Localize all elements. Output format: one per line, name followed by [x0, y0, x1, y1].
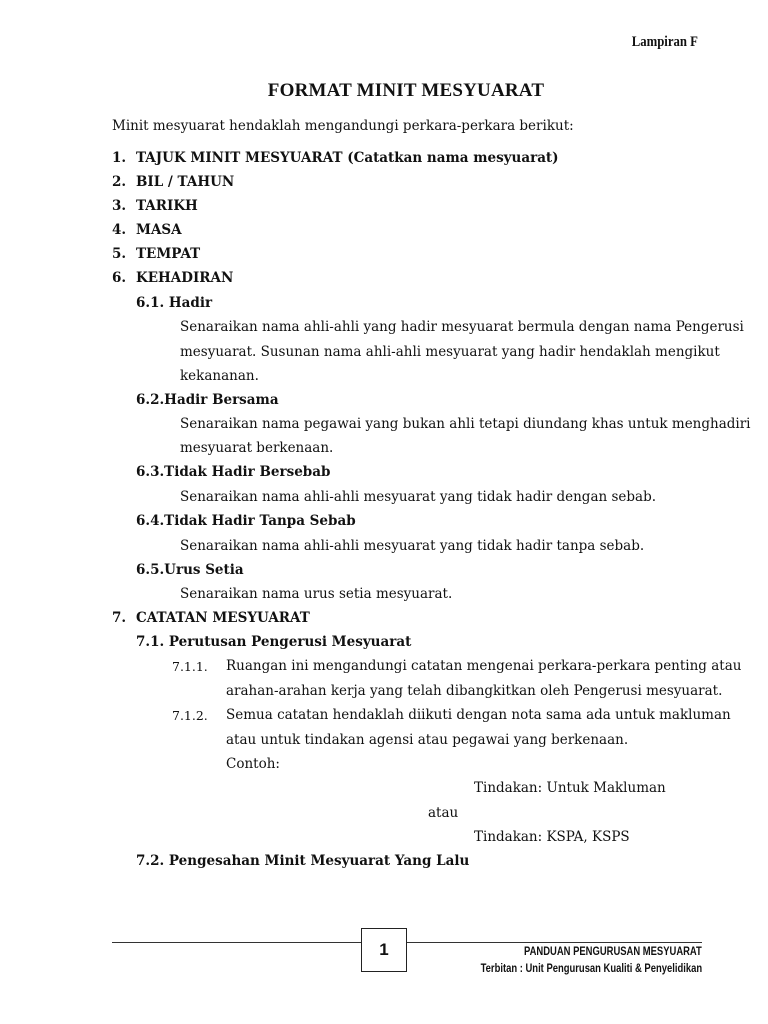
body-line: Senaraikan nama pegawai yang bukan ahli tetapi diundang khas untuk menghadiri: [180, 416, 751, 432]
appendix-label: Lampiran F: [631, 34, 698, 50]
page-number: 1: [361, 928, 407, 972]
document-title: FORMAT MINIT MESYUARAT: [267, 80, 545, 101]
body-line: mesyuarat berkenaan.: [180, 440, 334, 456]
body-line: Contoh:: [226, 756, 280, 772]
footer-divider: [112, 942, 702, 943]
item-number: 3.: [112, 198, 127, 214]
subsection-heading: 6.4.Tidak Hadir Tanpa Sebab: [136, 513, 356, 529]
body-line: atau untuk tindakan agensi atau pegawai yang berkenaan.: [226, 732, 629, 748]
body-line: Senaraikan nama ahli-ahli mesyuarat yang tidak hadir dengan sebab.: [180, 489, 657, 505]
subsection-heading: 6.5.Urus Setia: [136, 562, 244, 578]
paragraph-number: 7.1.2.: [172, 708, 208, 723]
body-line: Senaraikan nama ahli-ahli mesyuarat yang tidak hadir tanpa sebab.: [180, 538, 645, 554]
example-or: atau: [428, 805, 459, 821]
paragraph-number: 7.1.1.: [172, 659, 208, 674]
item-heading: CATATAN MESYUARAT: [136, 610, 310, 626]
item-number: 2.: [112, 174, 127, 190]
body-line: arahan-arahan kerja yang telah dibangkitkan oleh Pengerusi mesyuarat.: [226, 683, 723, 699]
body-line: Semua catatan hendaklah diikuti dengan nota sama ada untuk makluman: [226, 707, 731, 723]
body-line: mesyuarat. Susunan nama ahli-ahli mesyuarat yang hadir hendaklah mengikut: [180, 344, 720, 360]
intro-text: Minit mesyuarat hendaklah mengandungi perkara-perkara berikut:: [112, 118, 574, 134]
footer-subtitle: Terbitan : Unit Pengurusan Kualiti & Penyelidikan: [480, 963, 702, 975]
item-heading: TAJUK MINIT MESYUARAT (Catatkan nama mesyuarat): [136, 150, 559, 166]
subsection-heading: 7.1. Perutusan Pengerusi Mesyuarat: [136, 634, 412, 650]
example-line: Tindakan: KSPA, KSPS: [474, 829, 630, 845]
item-number: 1.: [112, 150, 127, 166]
subsection-heading: 6.1. Hadir: [136, 295, 213, 311]
subsection-heading: 7.2. Pengesahan Minit Mesyuarat Yang Lalu: [136, 853, 470, 869]
body-line: kekananan.: [180, 368, 259, 384]
subsection-heading: 6.3.Tidak Hadir Bersebab: [136, 464, 331, 480]
item-number: 5.: [112, 246, 127, 262]
item-number: 7.: [112, 610, 127, 626]
body-line: Ruangan ini mengandungi catatan mengenai perkara-perkara penting atau: [226, 658, 742, 674]
item-heading: TARIKH: [136, 198, 198, 214]
item-number: 6.: [112, 270, 127, 286]
item-heading: BIL / TAHUN: [136, 174, 235, 190]
footer-title: PANDUAN PENGURUSAN MESYUARAT: [524, 946, 702, 958]
body-line: Senaraikan nama urus setia mesyuarat.: [180, 586, 453, 602]
item-heading: KEHADIRAN: [136, 270, 234, 286]
example-line: Tindakan: Untuk Makluman: [474, 780, 666, 796]
item-heading: MASA: [136, 222, 182, 238]
subsection-heading: 6.2.Hadir Bersama: [136, 392, 279, 408]
item-heading: TEMPAT: [136, 246, 201, 262]
body-line: Senaraikan nama ahli-ahli yang hadir mesyuarat bermula dengan nama Pengerusi: [180, 319, 744, 335]
item-number: 4.: [112, 222, 127, 238]
